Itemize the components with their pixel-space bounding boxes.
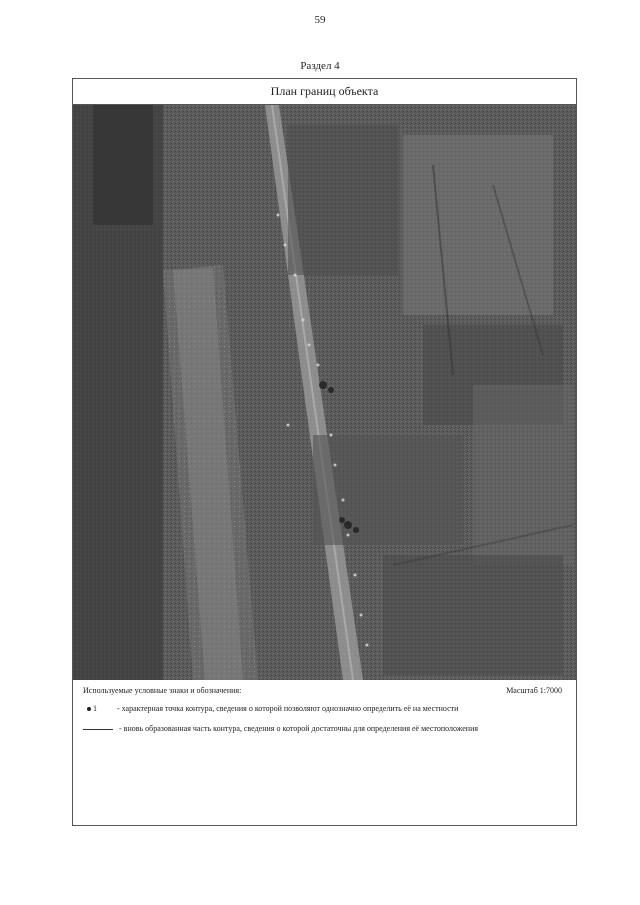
legend-item-point [83,704,573,713]
aerial-map-image [73,105,576,680]
section-title: Раздел 4 [300,60,340,72]
legend-header [73,680,576,700]
plan-frame [72,78,577,826]
legend-item-line [83,724,573,734]
point-symbol-label: 1 [93,704,97,713]
legend-item-text: - вновь образованная часть контура, сведения о которой достаточны для определения её местоположения [119,724,479,733]
legend-item-text: - характерная точка контура, сведения о которой позволяют однозначно определить её на местности [117,704,459,713]
page-number: 59 [314,14,326,26]
point-symbol-icon [87,707,91,711]
legend-title: Используемые условные знаки и обозначения: [83,686,242,695]
line-symbol-icon [83,729,113,730]
plan-title: План границ объекта [73,79,576,105]
map-scale: Масштаб 1:7000 [506,686,562,695]
